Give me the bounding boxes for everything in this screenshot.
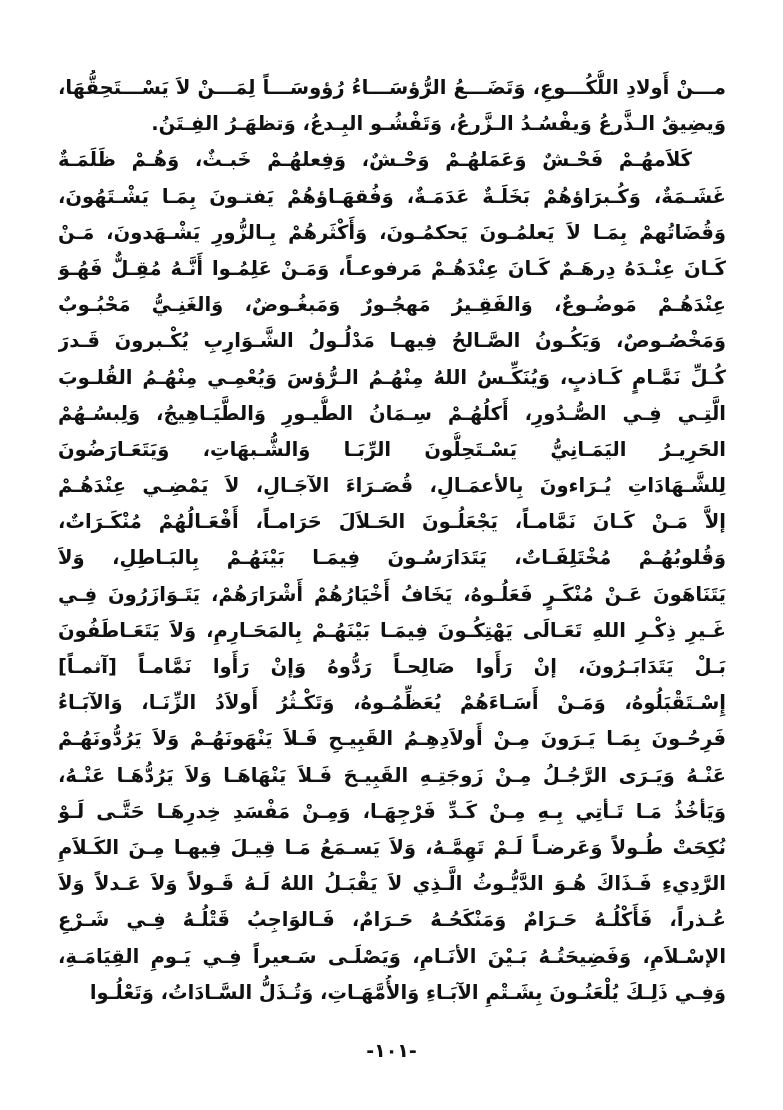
text-line: كَـانَ عِنْـدَهُ دِرهَـمٌ كَـانَ عِنْدَهُـمْ مَرفوعـاً، وَمَـنْ عَلِمُـوا أَنَّـهُ مُقِـلٌّ فَهُـوَ: [58, 256, 726, 280]
text-line: مـــنْ أَولادِ اللُّكُـــوعِ، وَتَضَـــعُ الرُّؤسَـــاءُ رُؤوسَـــاً لِمَـــنْ لاَ يَسْـــتَحِقُّهَا،: [58, 76, 726, 99]
text-line: وَقُلوبُهُـمْ مُخْتَلِفَـاتٌ، يَتَدَارَسُـونَ فِيمَـا بَيْنَهُـمْ بِالبَـاطِلِ، وَلاَ: [58, 546, 726, 570]
paragraph: [58, 142, 726, 1011]
text-line: الإسْـلاَمِ، وَفَضِيحَتُـهُ بَـيْنَ الأنَـامِ، وَيَصْلَـى سَـعيراً فِـي يَـومِ القِيَامَـةِ،: [58, 944, 726, 968]
text-line: كَلاَمهُـمْ فَحْـشٌ وَعَمَلهُـمْ وَحْـشٌ، وَفِعلهُـمْ خَبـثٌ، وَهُـمْ ظَلَمَـةٌ: [58, 148, 692, 172]
text-line: إِسْـتَقْبَلُوهُ، وَمَـنْ أَسَـاءَهُمْ يُعَظِّمُـوهُ، وَتَكْـثُرُ أَولاَدُ الزِّنَـا، وَالآبَـاءُ: [58, 691, 726, 715]
text-line: وَفِـي ذَلِـكَ يُلْعَنُـونَ بِشَـتْمِ الآبَـاءِ وَالأُمَّهَـاتِ، وَتُـذَلُّ السَّـادَاتُ، وَتَعْلُـوا: [89, 980, 726, 1004]
text-line: غَشَـمَةٌ، وَكُـبرَاؤهُمْ بَخَلَـةٌ عَدَمَـةٌ، وَفُقهَـاؤهُمْ يَفتـونَ بِمَـا يَشْـتَهُونَ،: [58, 184, 726, 208]
text-line: الَّتِـي فِـي الصُّـدُورِ، أَكلُهُـمْ سِـمَانُ الطُّيـورِ وَالطَّيَـاهِيجُ، وَلِبسُـهُمْ: [58, 401, 726, 425]
text-line: عِنْدَهُـمْ مَوضُـوعٌ، وَالفَقِـيرُ مَهجُـورٌ وَمَبغُـوضٌ، وَالغَنِـيُّ مَحْبُـوبٌ: [58, 293, 726, 317]
text-line: فَرِحُـونَ بِمَـا يَـرَونَ مِـنْ أَولاَدِهِـمُ القَبِيـحِ فَـلاَ يَنْهَونَهُـمْ وَلاَ يَرُدُّونَهُـمْ: [58, 727, 726, 751]
text-line: الرَّدِيءِ فَـذَاكَ هُـوَ الدَّيُّـوثُ الَّـذِي لاَ يَقْبَـلُ اللهُ لَـهُ قَـولاً وَلاَ عَـدلاً وَلاَ: [58, 872, 726, 896]
paragraph: [58, 70, 726, 142]
text-line: وَقُضَاتُهمْ بِمَـا لاَ يَعلمُـونَ يَحكمُـونَ، وَأَكْثَرهُمْ بِـالزُّورِ يَشْـهَدونَ، مَـنْ: [58, 220, 726, 244]
text-line: الحَرِيـرُ اليَمَـانِيُّ يَسْـتَحِلُّونَ الرِّبَـا وَالشُّـبهَاتِ، وَيَتَعَـارَضُونَ: [58, 437, 726, 461]
text-line: غَـيرِ ذِكْـرِ اللهِ تَعَـالَى يَهْتِكُـونَ فِيمَـا بَيْنَهُـمْ بِالمَحَـارِمِ، وَلاَ يَتَعَـاطَفُونَ: [58, 618, 726, 642]
text-line: وَيضِيقُ الـذَّرعُ وَيفْسُـدُ الـزَّرعُ، وَتَفْشُـو البِـدعُ، وَتظهَـرُ الفِـتَنُ.: [151, 112, 726, 136]
text-line: عَنْـهُ وَيَـرَى الرَّجُـلُ مِـنْ زَوجَتِـهِ القَبِيـحَ فَـلاَ يَنْهَاهَـا وَلاَ يَرُدُّهَـا عَنْـهُ،: [58, 763, 726, 787]
text-line: نُكِحَتْ طُـولاً وَعَرضـاً لَـمْ تَهِمَّـهُ، وَلاَ يَسـمَعُ مَـا قِيـلَ فِيهـا مِـنَ الكَـلاَمِ: [58, 835, 726, 859]
text-line: يَتَنَاهَونَ عَـنْ مُنْكَـرٍ فَعَلُـوهُ، يَخَافُ أَخْيَارُهُمْ أَشْرَارَهُمْ، يَتَـوَازَرُونَ فِـي: [58, 582, 726, 606]
text-line: عُـذراً، فَأَكْلُـهُ حَـرَامٌ وَمَنْكَحُـهُ حَـرَامٌ، فَـالوَاجِبُ قَتْلُـهُ فِـي شَـرْعِ: [58, 908, 726, 932]
text-line: لِلشَّـهَادَاتِ يُـرَاءونَ بِالأعمَـالِ، قُصَـرَاءَ الآجَـالِ، لاَ يَمْضِـي عِنْدَهُـمْ: [58, 474, 726, 498]
text-line: إلاَّ مَـنْ كَـانَ نَمَّامـاً، يَجْعَلُـونَ الحَـلاَلَ حَرَامـاً، أَفْعَـالُهُمْ مُنْكَـرَاتٌ،: [58, 510, 726, 534]
text-line: وَيَأخُذُ مَـا تَـأتِي بِـهِ مِـنْ كَـدِّ فَرْجِهَـا، وَمِـنْ مَفْسَدِ خِدرِهَـا حَتَّـى لَـوْ: [58, 799, 726, 823]
text-line: كُـلِّ نَمَّـامٍ كَـاذبٍ، وَيُنَكِّـسُ اللهُ مِنْهُـمُ الـرُّؤسَ وَيُعْمِـي مِنْهُـمُ القُلـوبَ: [58, 365, 726, 389]
body-text: [58, 70, 726, 1011]
page-number: -١٠١-: [366, 1040, 417, 1062]
text-line: وَمَخْصُـوصٌ، وَيَكُـونُ الصَّـالحُ فِيهـا مَدْلُـولُ الشَّـوَارِبِ يُكْـبرونَ قَـدرَ: [58, 329, 726, 353]
text-line: بَـلْ يَتَدَابَـرُونَ، إنْ رَأَوا صَالِحـاً رَدُّوهُ وَإنْ رَأَوا نَمَّامـاً [آثمـاً]: [58, 655, 726, 678]
